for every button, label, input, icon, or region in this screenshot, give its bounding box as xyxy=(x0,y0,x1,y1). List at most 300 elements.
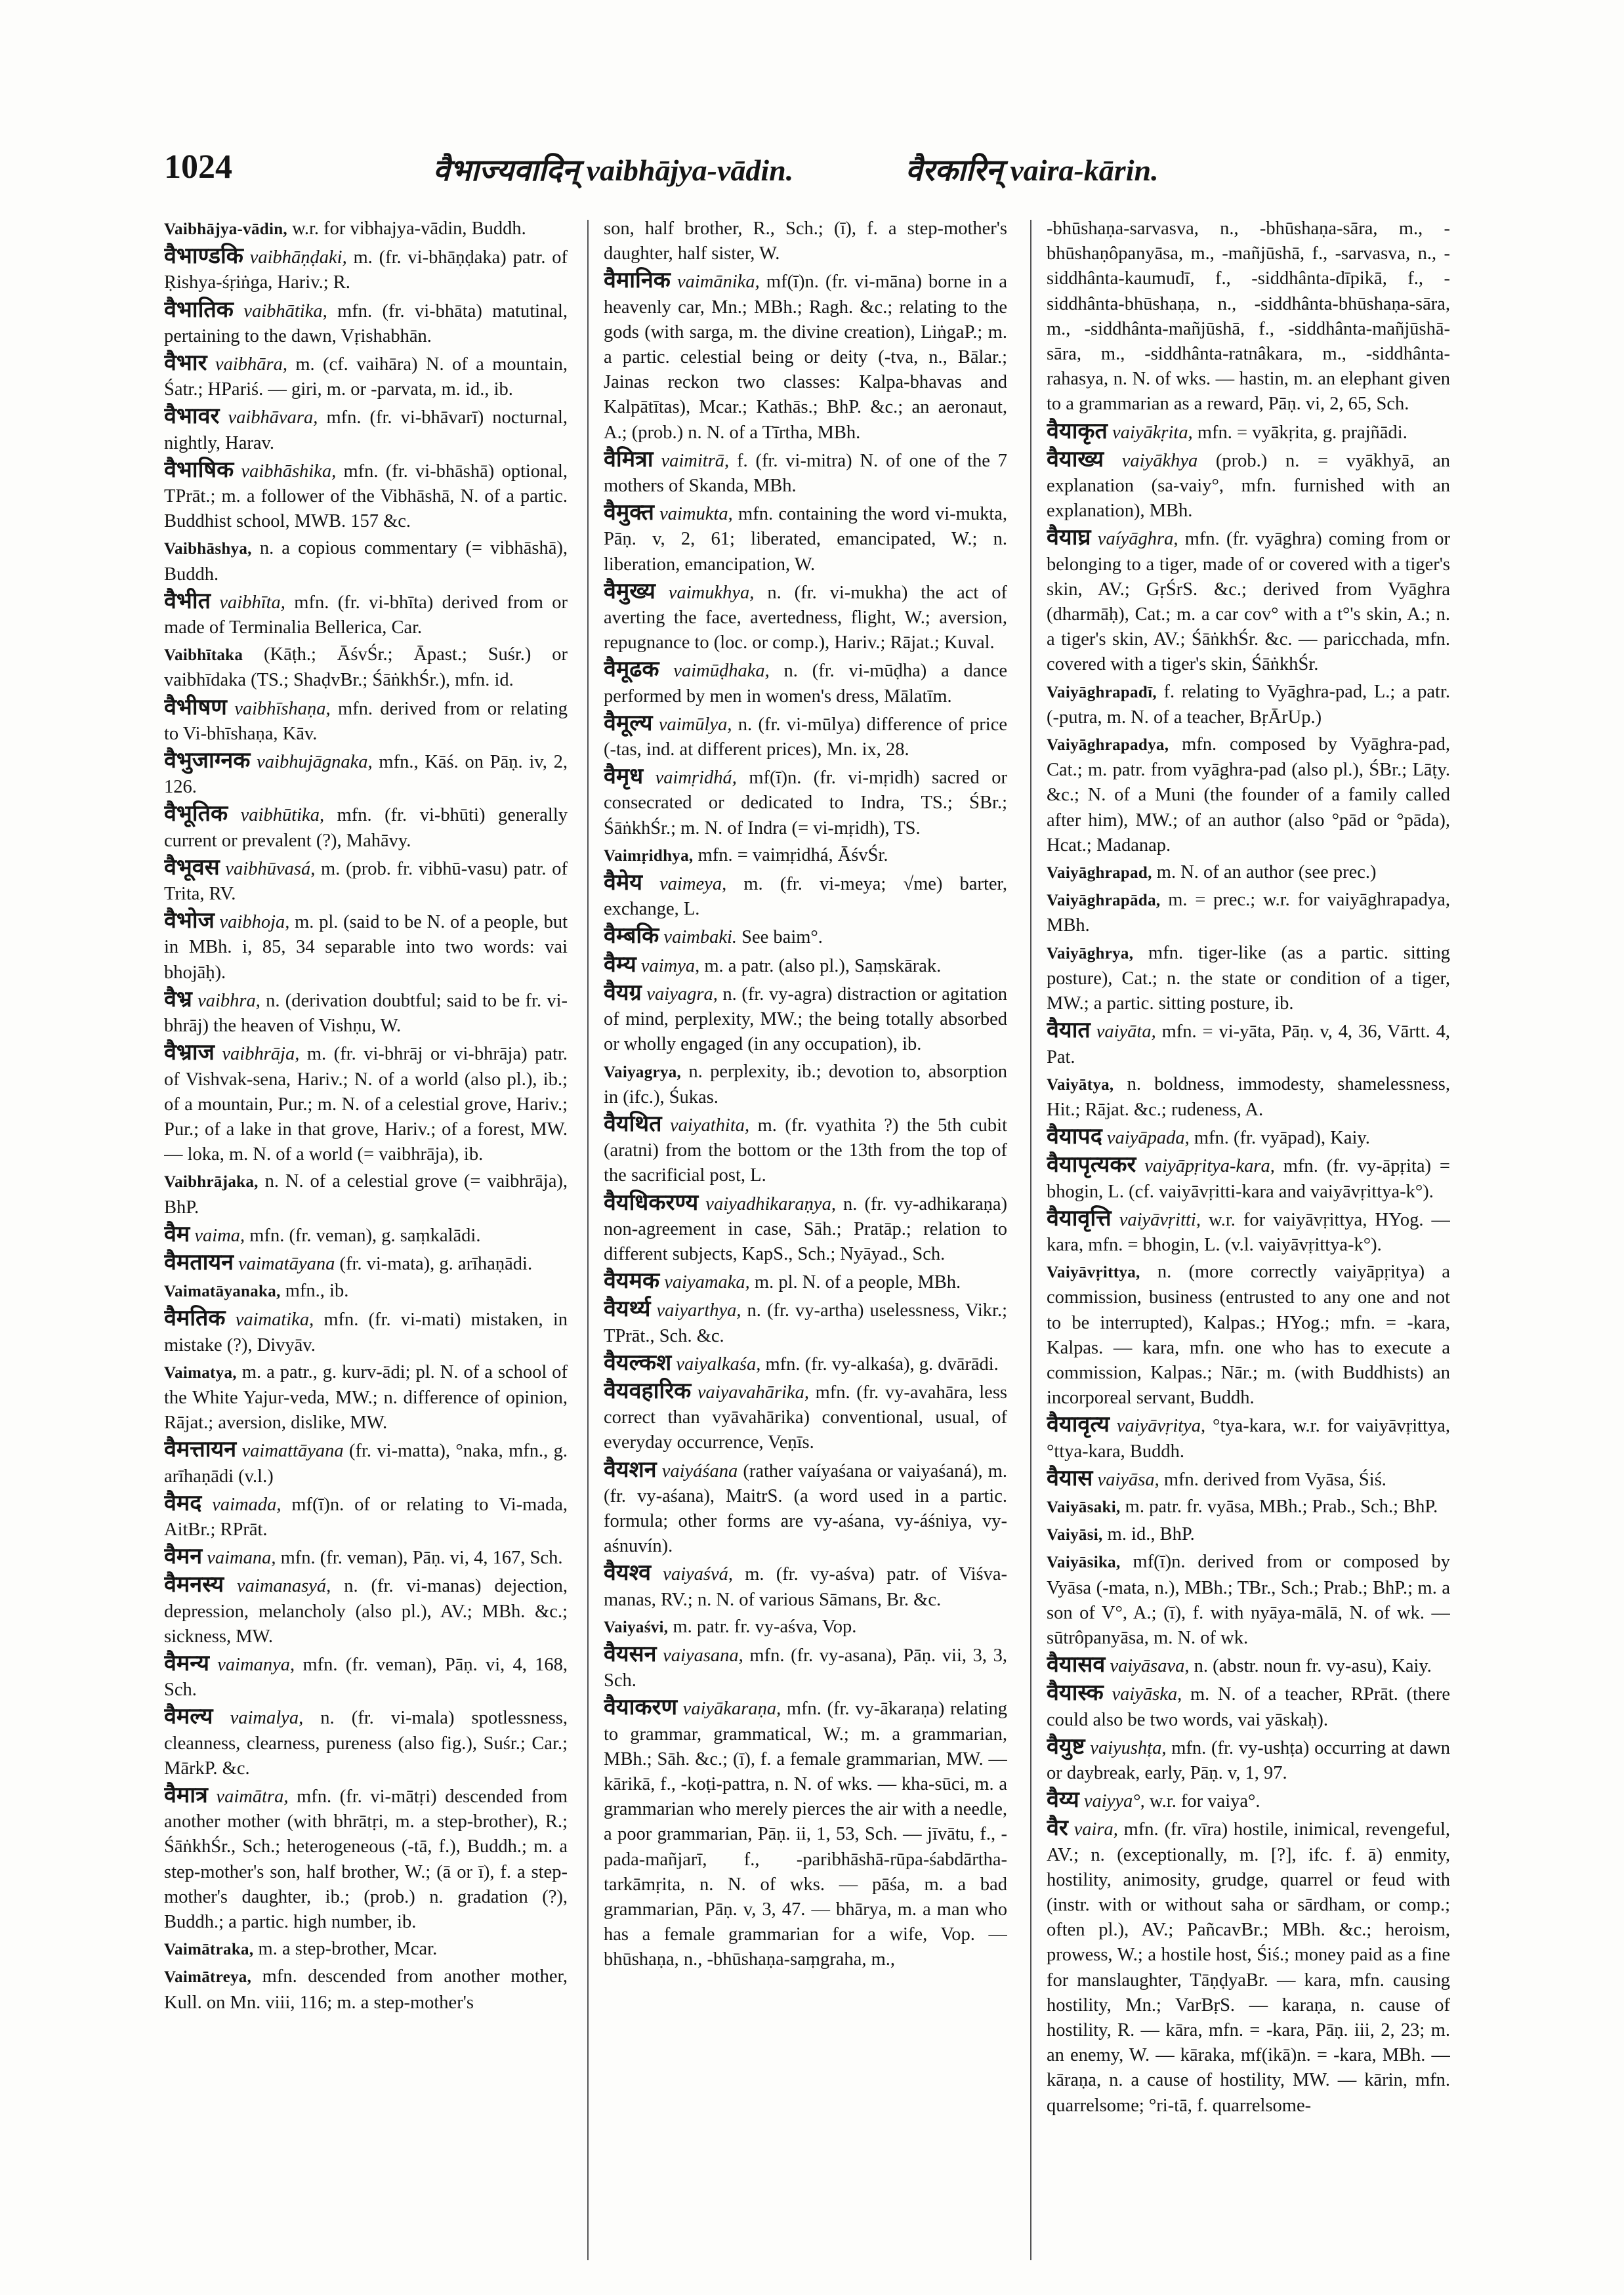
entry-headword: वैय्य xyxy=(1047,1788,1079,1813)
entry-definition: mfn. (fr. vi-bhūti) generally current or prevalent (?), Mahāvy. xyxy=(164,805,568,851)
dictionary-entry xyxy=(1047,888,1450,938)
column-left xyxy=(164,217,568,2264)
entry-transliteration: vaiyāsava, xyxy=(1105,1656,1190,1677)
entry-definition: m. (fr. vi-meya; √me) barter, exchange, L. xyxy=(604,874,1007,920)
entry-definition: mfn. derived from or relating to Vi-bhīshaṇa, Kāv. xyxy=(164,698,568,744)
dictionary-entry xyxy=(164,1937,568,1962)
entry-headword: वैमात्र xyxy=(164,1783,208,1808)
dictionary-entry xyxy=(164,1306,568,1357)
entry-transliteration: vaimānika, xyxy=(670,272,760,293)
entry-transliteration: vaimṛidhá, xyxy=(643,768,737,789)
dictionary-entry xyxy=(1047,1495,1450,1520)
dictionary-entry xyxy=(604,217,1007,266)
dictionary-entry xyxy=(604,1060,1007,1110)
entry-headword: Vaiyagrya, xyxy=(604,1063,682,1081)
entry-definition: n. (more correctly vaiyāpṛitya) a commission, business (entrusted to any one and not to be interrupted), Kalpas.; HYog.; mfn. = -kara, Kalpas. — kara, mfn. one who has to execute a commission, Kalpas.; Nār.; m. (with Buddhists) an incorporeal servant, Buddh. xyxy=(1047,1262,1450,1409)
entry-headword: Vaiyāghrya, xyxy=(1047,944,1134,962)
entry-definition: mfn. (fr. vi-mātṛi) descended from another mother (with bhrātṛi, m. a step-brother), R.; ŚāṅkhŚr., Sch.; heterogeneous (-tā, f.), Buddh.; m. a step-mother's son, half brother, W.; (ā or ī), f. a step-mother's daughter, ib.; (prob.) n. gradation (?), Buddh.; a partic. high number, ib. xyxy=(164,1786,568,1932)
dictionary-entry xyxy=(164,856,568,907)
entry-headword: Vaimṛidhya, xyxy=(604,846,694,865)
page-number: 1024 xyxy=(164,148,232,186)
dictionary-entry xyxy=(604,268,1007,445)
entry-headword: वैयावृत्य xyxy=(1047,1413,1110,1437)
entry-definition: n. perplexity, ib.; devotion to, absorption in (ifc.), Śukas. xyxy=(604,1061,1007,1107)
dictionary-entry xyxy=(1047,1550,1450,1651)
entry-definition: w.r. for vaiyāvṛittya, HYog. — kara, mfn. = bhogin, L. (v.l. vaiyāvṛittya-k°). xyxy=(1047,1209,1450,1255)
entry-headword: वैयाघ्र xyxy=(1047,526,1091,550)
entry-headword: वैभीषण xyxy=(164,695,227,720)
entry-headword: वैमूल्य xyxy=(604,711,653,735)
dictionary-entry xyxy=(164,1491,568,1542)
dictionary-entry xyxy=(1047,680,1450,730)
entry-headword: वैभातिक xyxy=(164,297,234,322)
entry-definition: n. boldness, immodesty, shamelessness, Hit.; Rājat. &c.; rudeness, A. xyxy=(1047,1073,1450,1120)
entry-headword: वैमत्तायन xyxy=(164,1437,237,1462)
entry-headword: Vaibhrājaka, xyxy=(164,1173,259,1191)
entry-definition: m. (cf. vaihāra) N. of a mountain, Śatr.; HPariś. — giri, m. or -parvata, m. id., ib. xyxy=(164,354,568,400)
entry-transliteration: vaimukta, xyxy=(654,504,733,525)
dictionary-entry xyxy=(604,764,1007,841)
entry-headword: वैयुष्ट xyxy=(1047,1734,1085,1759)
entry-headword: वैमन xyxy=(164,1544,203,1569)
dictionary-entry xyxy=(164,458,568,535)
entry-headword: Vaiyātya, xyxy=(1047,1075,1114,1094)
dictionary-entry xyxy=(604,1458,1007,1560)
entry-definition: m. N. of a teacher, RPrāt. (there could also be two words, vai yāskaḥ). xyxy=(1047,1684,1450,1730)
entry-transliteration: vaibhāṇḍaki, xyxy=(243,247,347,268)
entry-transliteration: vaibhūvasá, xyxy=(219,858,316,879)
entry-headword: Vaiyāghrapad, xyxy=(1047,864,1152,882)
entry-transliteration: vaibhūtika, xyxy=(228,805,325,826)
entry-transliteration: vaiyāska, xyxy=(1103,1684,1182,1705)
entry-headword: Vaibhītaka xyxy=(164,646,243,665)
entry-definition: m. (fr. vi-bhrāj or vi-bhrāja) patr. of Vishvak-sena, Hariv.; N. of a world (also pl.), ib.; of a mountain, Pur.; m. N. of a celestial grove, Hariv.; Pur.; of a lake in that grove, Hariv.; of a forest, MW. — loka, m. N. of a world (= vaibhrāja), ib. xyxy=(164,1044,568,1165)
dictionary-entry xyxy=(1047,1466,1450,1493)
entry-headword: वैभ्र xyxy=(164,987,192,1012)
dictionary-entry xyxy=(164,1360,568,1436)
dictionary-entry xyxy=(164,1651,568,1703)
entry-transliteration: vaiyākṛita, xyxy=(1107,422,1193,443)
entry-definition: mfn., Kāś. on Pāṇ. iv, 2, 126. xyxy=(164,752,568,798)
entry-headword: वैयाकरण xyxy=(604,1695,678,1720)
entry-transliteration: vaiyāvṛitti, xyxy=(1111,1209,1201,1230)
entry-headword: Vaiyāghrapāda, xyxy=(1047,892,1161,910)
entry-headword: वैमेय xyxy=(604,871,642,896)
entry-transliteration: vaimatāyana xyxy=(234,1253,335,1274)
dictionary-entry xyxy=(164,1705,568,1781)
entry-transliteration: vaiyushṭa, xyxy=(1085,1737,1167,1758)
entry-definition: n. N. of a celestial grove (= vaibhrāja), BhP. xyxy=(164,1171,568,1218)
entry-definition: mfn. (fr. vy-avahāra, less correct than vyāvahārika) conventional, usual, of everyday occurrence, Veṇīs. xyxy=(604,1382,1007,1453)
dictionary-entry xyxy=(164,351,568,402)
dictionary-entry xyxy=(604,1351,1007,1377)
dictionary-entry xyxy=(164,298,568,349)
entry-definition: n. (fr. vi-mala) spotlessness, cleanness, clearness, pureness (also fig.), Suśr.; Car.; MārkP. &c. xyxy=(164,1708,568,1779)
entry-definition: mfn. = vaimṛidhá, ĀśvŚr. xyxy=(693,844,888,865)
entry-transliteration: vaiyāta, xyxy=(1090,1022,1156,1043)
entry-transliteration: vaibhujāgnaka, xyxy=(250,752,373,773)
entry-definition: mfn. (fr. vy-asana), Pāṇ. vii, 3, 3, Sch. xyxy=(604,1645,1007,1691)
entry-transliteration: vaibhāshika, xyxy=(234,461,337,482)
entry-definition: mf(ī)n. of or relating to Vi-mada, AitBr.; RPrāt. xyxy=(164,1494,568,1540)
entry-definition: mfn. descended from another mother, Kull. on Mn. viii, 116; m. a step-mother's xyxy=(164,1966,568,2013)
entry-headword: वैयावृत्ति xyxy=(1047,1206,1112,1231)
column-right xyxy=(1047,217,1450,2264)
entry-headword: Vaimatya, xyxy=(164,1363,237,1382)
entry-transliteration: vaimatika, xyxy=(225,1310,314,1331)
entry-transliteration: vaiyaśvá, xyxy=(650,1564,734,1585)
dictionary-entry xyxy=(1047,1207,1450,1258)
entry-definition: mfn. = vi-yāta, Pāṇ. v, 4, 36, Vārtt. 4, Pat. xyxy=(1047,1022,1450,1067)
dictionary-entry xyxy=(164,217,568,242)
entry-headword: वैम xyxy=(164,1222,190,1247)
entry-headword: वैमृध xyxy=(604,764,644,789)
entry-headword: वैमित्रा xyxy=(604,447,654,472)
column-divider xyxy=(1030,220,1031,2260)
dictionary-entry xyxy=(604,711,1007,762)
entry-definition: mfn. (fr. vi-bhāta) matutinal, pertaining to the dawn, Vṛishabhān. xyxy=(164,300,568,346)
dictionary-entry xyxy=(164,802,568,853)
entry-definition: mf(ī)n. (fr. vi-mṛidh) sacred or consecrated or dedicated to Indra, TS.; ŚBr.; ŚāṅkhŚr.; m. N. of Indra (= vi-mṛidh), TS. xyxy=(604,768,1007,838)
dictionary-entry xyxy=(1047,1153,1450,1204)
entry-headword: वैभूतिक xyxy=(164,802,228,827)
entry-headword: Vaimatāyanaka, xyxy=(164,1283,281,1301)
entry-definition: m. (prob. fr. vibhū-vasu) patr. of Trita, RV. xyxy=(164,858,568,905)
entry-definition: m. (fr. vyathita ?) the 5th cubit (aratni) from the bottom or the 13th from the top of the sacrificial post, L. xyxy=(604,1115,1007,1186)
entry-definition: n. (fr. vi-mūḍha) a dance performed by men in women's dress, Mālatīm. xyxy=(604,661,1007,707)
dictionary-entry xyxy=(1047,732,1450,858)
entry-headword: वैयमक xyxy=(604,1269,660,1294)
entry-transliteration: vaiyagra, xyxy=(641,983,718,1004)
entry-definition: n. (fr. vy-agra) distraction or agitation of mind, perplexity, MW.; the being totally absorbed or wholly engaged (in any occupation), ib. xyxy=(604,983,1007,1055)
dictionary-entry xyxy=(164,1544,568,1571)
entry-definition: m. a patr. (also pl.), Saṃskārak. xyxy=(699,955,942,976)
entry-headword: वैमुक्त xyxy=(604,501,654,526)
dictionary-entry xyxy=(604,579,1007,656)
entry-headword: वैयश्व xyxy=(604,1561,651,1586)
entry-headword: Vaiyāsaki, xyxy=(1047,1498,1121,1516)
entry-transliteration: vaibhīshaṇa, xyxy=(226,698,331,719)
entry-headword: वैभुजाग्नक xyxy=(164,749,251,774)
dictionary-entry xyxy=(164,536,568,587)
entry-headword: वैयाख्य xyxy=(1047,447,1104,472)
entry-headword: वैयर्थ्य xyxy=(604,1297,651,1322)
dictionary-entry xyxy=(604,953,1007,979)
entry-transliteration: vaimitrā, xyxy=(653,450,730,471)
entry-definition: mf(ī)n. (fr. vi-māna) borne in a heavenly car, Mn.; MBh.; Ragh. &c.; relating to the gods (with sarga, m. the divine creation), LiṅgaP.; m. a partic. celestial being or deity (-tva, n., Bālar.; Jainas reckon two classes: Kalpa-bhavas and Kalpātītas), Mcar.; Kathās.; BhP. &c.; an aeronaut, A.; (prob.) n. N. of a Tīrtha, MBh. xyxy=(604,272,1007,443)
entry-definition: mfn. (fr. veman), g. saṃkalādi. xyxy=(245,1225,481,1246)
dictionary-entry xyxy=(604,843,1007,869)
entry-definition: (prob.) n. = vyākhyā, an explanation (sa-vaiy°, mfn. furnished with an explanation), MBh. xyxy=(1047,450,1450,522)
entry-definition: f. (fr. vi-mitra) N. of one of the 7 mothers of Skanda, MBh. xyxy=(604,450,1007,497)
entry-transliteration: vaiyathita, xyxy=(661,1115,750,1136)
dictionary-entry xyxy=(1047,860,1450,886)
entry-transliteration: vaiyadhikaraṇya, xyxy=(698,1193,836,1214)
entry-transliteration: vaiyākaraṇa, xyxy=(677,1699,781,1720)
entry-headword: Vaiyāghrapadī, xyxy=(1047,683,1157,701)
entry-transliteration: vaimukhya, xyxy=(655,582,755,603)
entry-definition: m. patr. fr. vy-aśva, Vop. xyxy=(668,1616,857,1637)
dictionary-entry xyxy=(1047,941,1450,1017)
entry-transliteration: vaibhīta, xyxy=(211,592,285,613)
entry-transliteration: vaimalya, xyxy=(213,1708,304,1729)
entry-definition: n. (fr. vy-adhikaraṇa) non-agreement in case, Sāh.; Pratāp.; relation to different subjects, KapS., Sch.; Nyāyad., Sch. xyxy=(604,1193,1007,1264)
entry-definition: mfn. (fr. vy-ākaraṇa) relating to grammar, grammatical, W.; m. a grammarian, MBh.; Sāh. &c.; (ī), f. a female grammarian, MW. — kārikā, f., -koṭi-pattra, n. N. of wks. — kha-sūci, m. a grammarian who merely pierces the air with a needle, a poor grammarian, Pāṇ. ii, 1, 53, Sch. — jīvātu, f., -pada-mañjarī, f., -paribhāshā-rūpa-śabdārtha-tarkāmṛita, n. N. of wks. — pāśa, m. a bad grammarian, Pāṇ. v, 3, 47. — bhārya, m. a man who has a female grammarian for a wife, Vop. — bhūshaṇa, n., -bhūshaṇa-saṃgraha, m., xyxy=(604,1699,1007,1970)
dictionary-entry xyxy=(164,1251,568,1277)
dictionary-entry xyxy=(164,1964,568,2015)
entry-headword: वैयास्क xyxy=(1047,1681,1104,1706)
entry-headword: वैमानिक xyxy=(604,268,671,293)
entry-transliteration: vaimya, xyxy=(636,955,700,976)
entry-headword: वैभोज xyxy=(164,909,215,934)
entry-headword: वैयधिकरण्य xyxy=(604,1190,699,1215)
dictionary-entry xyxy=(604,1191,1007,1268)
dictionary-entry xyxy=(164,1783,568,1935)
dictionary-entry xyxy=(604,1615,1007,1640)
dictionary-entry xyxy=(604,924,1007,950)
dictionary-entry xyxy=(604,1112,1007,1189)
entry-definition: (fr. vi-matta), °naka, mfn., g. arīhaṇādi (v.l.) xyxy=(164,1441,568,1487)
entry-headword: वैयात xyxy=(1047,1018,1091,1043)
entry-transliteration: vaiyavahārika, xyxy=(691,1382,809,1403)
entry-transliteration: vaiyāvṛitya, xyxy=(1109,1416,1206,1437)
dictionary-entry xyxy=(1047,1681,1450,1732)
dictionary-entry xyxy=(164,642,568,693)
entry-transliteration: vaiyya°, xyxy=(1079,1791,1145,1812)
dictionary-entry xyxy=(604,1297,1007,1348)
entry-definition: mfn. (fr. vyāghra) coming from or belonging to a tiger, made of or covered with a tiger's skin, AV.; GṛŚrS. &c.; derived from Vyāghra (dharmāḥ), Cat.; m. a car cov° with a t°'s skin, A.; n. a tiger's skin, AV.; ŚāṅkhŚr. &c. — paricchada, mfn. covered with a tiger's skin, ŚāṅkhŚr. xyxy=(1047,529,1450,675)
entry-transliteration: vaiyáśana xyxy=(656,1460,738,1481)
entry-transliteration: vaibhra, xyxy=(192,990,260,1011)
entry-transliteration: vaimūlya, xyxy=(652,714,732,735)
entry-definition: mfn. (fr. vīra) hostile, inimical, revengeful, AV.; n. (exceptionally, m. [?], ifc. f. ā) enmity, hostility, animosity, grudge, quarrel or feud with (instr. with or without saha or sārdham, or comp.; often pl.), AV.; PañcavBr.; MBh. &c.; heroism, prowess, W.; a hostile host, Śiś.; money paid as a fine for manslaughter, TāṇḍyaBr. — kara, mfn. causing hostility, Mn.; VarBṛS. — karaṇa, n. cause of hostility, R. — kāra, mfn. = -kara, Pāṇ. iii, 2, 23; m. an enemy, W. — kāraka, mf(ikā)n. = -kara, MBh. — kāraṇa, n. a cause of hostility, MW. — kārin, mfn. quarrelsome; °ri-tā, f. quarrelsome- xyxy=(1047,1819,1450,2116)
entry-definition: m. id., BhP. xyxy=(1102,1524,1195,1545)
entry-headword: Vaibhājya-vādin, xyxy=(164,220,287,238)
dictionary-entry xyxy=(164,244,568,295)
entry-headword: वैमनस्य xyxy=(164,1573,224,1598)
entry-headword: Vaiyāghrapadya, xyxy=(1047,736,1169,755)
entry-definition: mfn. (fr. vyāpad), Kaiy. xyxy=(1189,1128,1370,1149)
entry-headword: वैभूवस xyxy=(164,855,220,880)
entry-definition: w.r. for vaiya°. xyxy=(1144,1791,1260,1812)
entry-definition: mfn. (fr. vy-alkaśa), g. dvārādi. xyxy=(760,1354,999,1375)
dictionary-entry xyxy=(1047,1260,1450,1411)
dictionary-entry xyxy=(1047,1816,1450,2118)
entry-headword: वैभ्राज xyxy=(164,1041,215,1065)
entry-definition: mfn. (fr. veman), Pāṇ. vi, 4, 167, Sch. xyxy=(276,1548,563,1569)
dictionary-entry xyxy=(164,1437,568,1489)
entry-transliteration: vaiyāpṛitya-kara, xyxy=(1136,1156,1275,1177)
entry-headword: वैमूढक xyxy=(604,657,659,682)
left-running-head: वैभाज्यवादिन् vaibhājya-vādin. xyxy=(433,154,794,187)
entry-headword: वैयापृत्यकर xyxy=(1047,1153,1136,1178)
entry-definition: m. (fr. vy-aśva) patr. of Viśva-manas, RV.; n. N. of various Sāmans, Br. &c. xyxy=(604,1564,1007,1610)
entry-headword: वैम्य xyxy=(604,952,636,977)
dictionary-entry xyxy=(604,1561,1007,1612)
dictionary-entry xyxy=(604,657,1007,709)
dictionary-entry xyxy=(164,909,568,985)
dictionary-entry xyxy=(164,1573,568,1649)
entry-definition: m. a patr., g. kurv-ādi; pl. N. of a school of the White Yajur-veda, MW.; n. difference of opinion, Rājat.; aversion, dislike, MW. xyxy=(164,1361,568,1434)
entry-definition: mfn. composed by Vyāghra-pad, Cat.; m. patr. from vyāghra-pad (also pl.), ŚBr.; Lāṭy. &c.; N. of a Muni (the founder of a family called after him), MW.; of an author (also °pād or °pāda), Hcat.; Madanap. xyxy=(1047,734,1450,856)
entry-definition: (rather vaíyaśana or vaiyaśaná), m. (fr. vy-aśana), MaitrS. (a word used in a partic. formula; other forms are vy-aśana, vy-áśniya, vy-aśnuvín). xyxy=(604,1460,1007,1557)
entry-definition: n. a copious commentary (= vibhāshā), Buddh. xyxy=(164,538,568,585)
entry-transliteration: vaibhātika, xyxy=(233,300,327,321)
entry-transliteration: vaimattāyana xyxy=(236,1441,344,1462)
entry-headword: वैयसन xyxy=(604,1642,657,1666)
entry-headword: वैयापद xyxy=(1047,1125,1102,1149)
entry-definition: (fr. vi-mata), g. arīhaṇādi. xyxy=(335,1253,533,1274)
dictionary-entry xyxy=(1047,1735,1450,1786)
entry-headword: वैयल्कश xyxy=(604,1350,672,1375)
entry-transliteration: vaiyalkaśa, xyxy=(671,1354,761,1375)
dictionary-entry xyxy=(1047,1413,1450,1464)
dictionary-entry xyxy=(164,1169,568,1220)
entry-transliteration: vaima, xyxy=(190,1225,245,1246)
dictionary-entry xyxy=(604,871,1007,922)
entry-definition: mfn. containing the word vi-mukta, Pāṇ. v, 2, 61; liberated, emancipated, W.; n. liberation, emancipation, W. xyxy=(604,504,1007,575)
entry-headword: वैमतिक xyxy=(164,1306,226,1331)
entry-headword: वैभीत xyxy=(164,589,211,613)
entry-headword: वैर xyxy=(1047,1816,1068,1841)
entry-headword: वैयवहारिक xyxy=(604,1378,692,1403)
entry-transliteration: vaibhrāja, xyxy=(214,1044,300,1065)
entry-transliteration: vaimātra, xyxy=(207,1786,289,1807)
dictionary-entry xyxy=(1047,1018,1450,1069)
entry-headword: वैयासव xyxy=(1047,1653,1106,1678)
entry-definition: See baim°. xyxy=(737,927,823,948)
dictionary-entry xyxy=(604,1379,1007,1456)
entry-headword: वैमद xyxy=(164,1491,202,1516)
entry-headword: वैभावर xyxy=(164,404,220,429)
entry-transliteration: vaimeya, xyxy=(642,874,727,895)
dictionary-entry xyxy=(164,1279,568,1304)
entry-transliteration: vaíyāghra, xyxy=(1091,529,1178,550)
page-header xyxy=(164,141,1457,207)
entry-definition: mfn. (fr. veman), Pāṇ. vi, 4, 168, Sch. xyxy=(164,1654,568,1701)
entry-definition: mfn. (fr. vi-mati) mistaken, in mistake (?), Divyāv. xyxy=(164,1310,568,1355)
entry-transliteration: vaibhāvara, xyxy=(219,407,318,428)
dictionary-entry xyxy=(1047,217,1450,417)
entry-headword: वैम्बकि xyxy=(604,924,659,949)
dictionary-entry xyxy=(164,589,568,640)
entry-definition: m. N. of an author (see prec.) xyxy=(1152,862,1377,883)
entry-headword: वैयग्र xyxy=(604,980,642,1005)
entry-definition: f. relating to Vyāghra-pad, L.; a patr. (-putra, m. N. of a teacher, BṛĀrUp.) xyxy=(1047,681,1450,728)
entry-definition: n. (abstr. noun fr. vy-asu), Kaiy. xyxy=(1189,1656,1432,1677)
dictionary-entry xyxy=(1047,1072,1450,1123)
entry-transliteration: vaiyarthya, xyxy=(650,1300,741,1321)
entry-headword: वैयशन xyxy=(604,1457,657,1482)
entry-transliteration: vaimbaki. xyxy=(659,927,738,948)
entry-headword: Vaiyaśvi, xyxy=(604,1618,669,1636)
entry-definition: n. (derivation doubtful; said to be fr. vi-bhrāj) the heaven of Vishṇu, W. xyxy=(164,990,568,1037)
entry-transliteration: vaimanya, xyxy=(209,1654,295,1675)
entry-transliteration: vaiyākhya xyxy=(1104,450,1198,471)
entry-definition: m. = prec.; w.r. for vaiyāghrapadya, MBh. xyxy=(1047,890,1450,936)
entry-definition: m. pl. (said to be N. of a people, but in MBh. i, 85, 34 separable into two words: vai bhojāḥ). xyxy=(164,912,568,983)
dictionary-entry xyxy=(1047,526,1450,677)
dictionary-entry xyxy=(1047,1522,1450,1548)
dictionary-entry xyxy=(164,404,568,455)
entry-headword: वैमन्य xyxy=(164,1651,209,1676)
dictionary-entry xyxy=(1047,1653,1450,1679)
entry-headword: Vaimātreya, xyxy=(164,1968,252,1987)
entry-headword: वैयथित xyxy=(604,1111,662,1136)
dictionary-entry xyxy=(164,1041,568,1167)
entry-definition: m. a step-brother, Mcar. xyxy=(253,1939,438,1960)
entry-definition: n. (fr. vi-mūlya) difference of price (-tas, ind. at different prices), Mn. ix, 28. xyxy=(604,714,1007,760)
entry-definition: -bhūshaṇa-sarvasva, n., -bhūshaṇa-sāra, m., -bhūshaṇôpanyāsa, m., -mañjūshā, f., -sarvasva, n., -siddhânta-kaumudī, f., -siddhânta-dīpikā, f., -siddhânta-bhūshaṇa, n., -siddhânta-bhūshaṇa-sāra, m., -siddhânta-mañjūshā, f., -siddhânta-mañjūshā-sāra, m., -siddhânta-ratnâkara, m., -siddhânta-rahasya, n. N. of wks. — hastin, m. an elephant given to a grammarian as a reward, Pāṇ. vi, 2, 65, Sch. xyxy=(1047,218,1450,415)
entry-transliteration: vaimada, xyxy=(201,1494,281,1515)
dictionary-entry xyxy=(164,987,568,1039)
right-running-head: वैरकारिन् vaira-kārin. xyxy=(906,154,1159,187)
entry-definition: m. pl. N. of a people, MBh. xyxy=(749,1272,961,1293)
dictionary-entry xyxy=(604,447,1007,499)
column-middle xyxy=(604,217,1007,2264)
entry-definition: mfn. (fr. vi-bhāvarī) nocturnal, nightly, Harav. xyxy=(164,407,568,453)
entry-headword: Vaibhāshya, xyxy=(164,540,252,558)
entry-definition: mfn. (fr. vy-āpṛita) = bhogin, L. (cf. vaiyāvṛitti-kara and vaiyāvṛittya-k°). xyxy=(1047,1156,1450,1202)
entry-transliteration: vaiyamaka, xyxy=(659,1272,750,1293)
entry-headword: Vaiyāsika, xyxy=(1047,1554,1121,1572)
entry-transliteration: vaira, xyxy=(1068,1819,1118,1840)
entry-headword: वैमुख्य xyxy=(604,579,656,604)
dictionary-entry xyxy=(1047,447,1450,524)
entry-transliteration: vaiyasana, xyxy=(656,1645,743,1666)
dictionary-entry xyxy=(164,749,568,800)
dictionary-entry xyxy=(164,1222,568,1249)
entry-definition: n. (fr. vi-mukha) the act of averting the face, avertedness, flight, W.; aversion, repugnance to (loc. or comp.), Hariv.; Rājat.; Kuval. xyxy=(604,582,1007,653)
entry-definition: °tya-kara, w.r. for vaiyāvṛittya, °ttya-kara, Buddh. xyxy=(1047,1416,1450,1462)
entry-definition: mfn. derived from Vyāsa, Śiś. xyxy=(1159,1469,1386,1490)
entry-definition: mfn. (fr. vi-bhāshā) optional, TPrāt.; m. a follower of the Vibhāshā, N. of a partic. Buddhist school, MWB. 157 &c. xyxy=(164,461,568,532)
entry-headword: Vaiyāsi, xyxy=(1047,1526,1103,1544)
entry-definition: m. (fr. vi-bhāṇḍaka) patr. of Ṛishya-śṛiṅga, Hariv.; R. xyxy=(164,247,568,293)
dictionary-entry xyxy=(604,1269,1007,1295)
entry-definition: (Kāṭh.; ĀśvŚr.; Āpast.; Suśr.) or vaibhīdaka (TS.; ShaḍvBr.; ŚāṅkhŚr.), mfn. id. xyxy=(164,644,568,691)
entry-transliteration: vaimanasyá, xyxy=(224,1576,331,1597)
entry-definition: mfn. (fr. vi-bhīta) derived from or made of Terminalia Bellerica, Car. xyxy=(164,592,568,638)
entry-transliteration: vaiyāsa, xyxy=(1093,1469,1159,1490)
entry-definition: mfn., ib. xyxy=(280,1281,349,1302)
entry-headword: Vaimātraka, xyxy=(164,1941,254,1959)
entry-headword: वैयास xyxy=(1047,1466,1093,1491)
dictionary-entry xyxy=(164,695,568,747)
dictionary-entry xyxy=(604,1695,1007,1972)
entry-definition: n. (fr. vy-artha) uselessness, Vikr.; TPrāt., Sch. &c. xyxy=(604,1300,1007,1346)
entry-headword: Vaiyāvṛittya, xyxy=(1047,1264,1140,1282)
entry-headword: वैयाकृत xyxy=(1047,419,1108,444)
entry-headword: वैमल्य xyxy=(164,1705,213,1729)
entry-headword: वैभार xyxy=(164,351,207,376)
dictionary-entry xyxy=(604,981,1007,1058)
entry-definition: mf(ī)n. derived from or composed by Vyāsa (-mata, n.), MBh.; TBr., Sch.; Prab.; BhP.; m. a son of V°, A.; (ī), f. with nyāya-mālā, N. of wk. — sūtrôpanyāsa, m. N. of wk. xyxy=(1047,1552,1450,1648)
entry-definition: w.r. for vibhajya-vādin, Buddh. xyxy=(287,218,526,239)
columns-area xyxy=(164,217,1457,2270)
entry-transliteration: vaimūḍhaka, xyxy=(659,661,770,682)
entry-transliteration: vaibhoja, xyxy=(214,912,290,933)
entry-headword: वैभाषिक xyxy=(164,457,234,482)
dictionary-entry xyxy=(1047,1125,1450,1151)
entry-headword: वैमतायन xyxy=(164,1250,234,1275)
entry-definition: mfn. (fr. vy-ushṭa) occurring at dawn or daybreak, early, Pāṇ. v, 1, 97. xyxy=(1047,1737,1450,1783)
entry-transliteration: vaimana, xyxy=(202,1548,276,1569)
dictionary-entry xyxy=(604,1642,1007,1693)
entry-definition: mfn. tiger-like (as a partic. sitting posture), Cat.; n. the state or condition of a tiger, MW.; a partic. sitting posture, ib. xyxy=(1047,942,1450,1014)
entry-definition: n. (fr. vi-manas) dejection, depression, melancholy (also pl.), AV.; MBh. &c.; sickness, MW. xyxy=(164,1576,568,1647)
column-divider xyxy=(587,220,589,2260)
